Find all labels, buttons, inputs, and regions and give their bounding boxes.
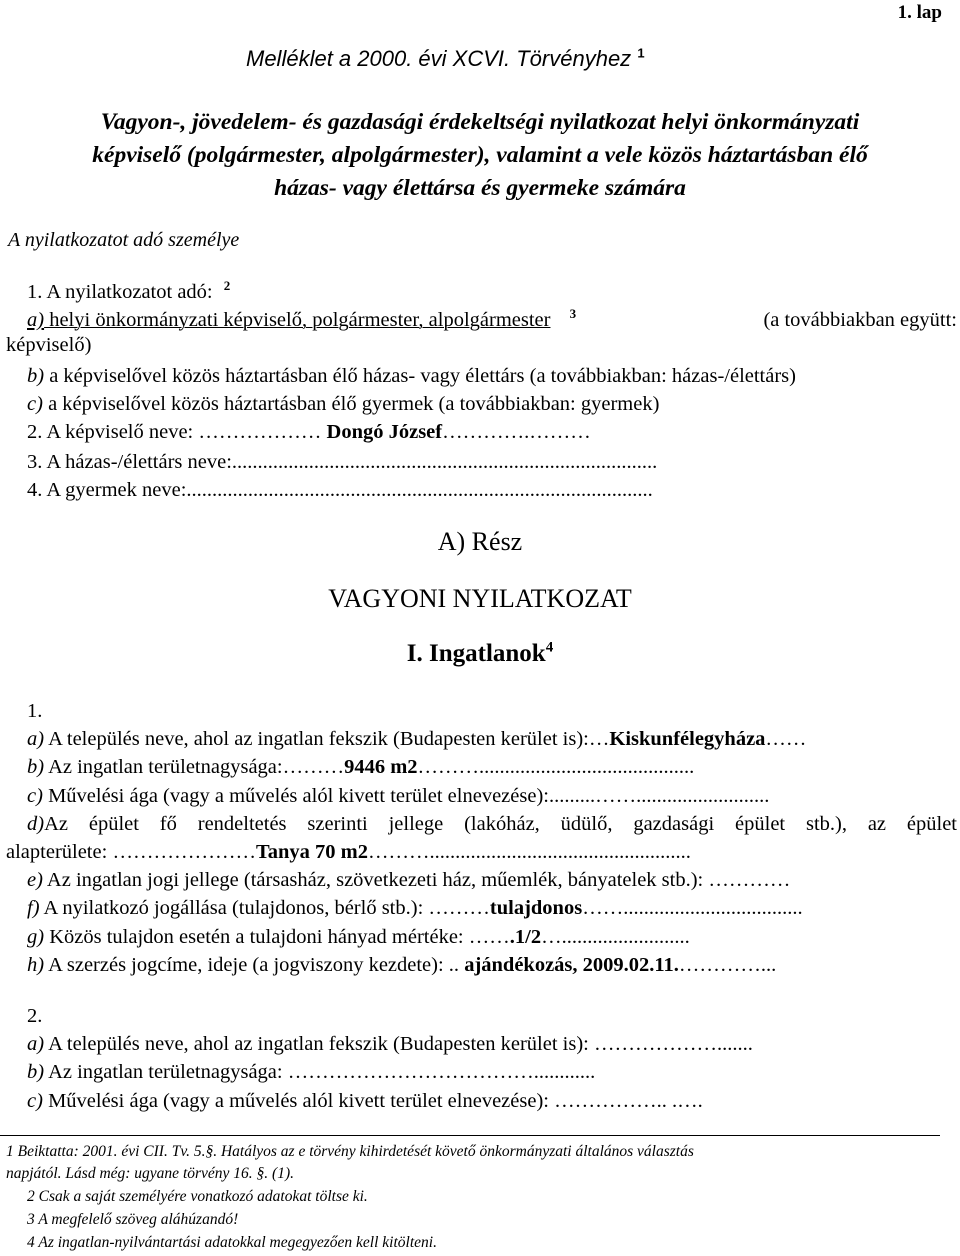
footnote-2: 2 Csak a saját személyére vonatkozó adatokat töltse ki. [27, 1188, 368, 1205]
property-2-cultivation [27, 1090, 703, 1114]
acquisition-value: ajándékozás, 2009.02.11. [464, 954, 679, 976]
label: Az ingatlan területnagysága: [44, 1061, 288, 1083]
dots: ………… [708, 869, 791, 891]
dots: ………................................................... [367, 841, 691, 863]
section-title-text: I. Ingatlanok [406, 640, 546, 667]
prefix: h) [27, 954, 45, 976]
property-1-ownership-share [27, 926, 690, 950]
dots: …………….. .…. [554, 1090, 703, 1112]
footnote-ref-1: 1 [637, 45, 645, 61]
property-1-legal-status [27, 897, 803, 921]
part-title: A) Rész [437, 527, 523, 556]
prefix: d) [27, 813, 45, 835]
declarant-option-a [27, 306, 957, 333]
option-b-prefix: b) [27, 365, 45, 387]
property-1-building-type [27, 813, 957, 837]
property-1-area [27, 756, 694, 780]
prefix: e) [27, 869, 43, 891]
attachment-header-text: Melléklet a 2000. évi XCVI. Törvényhez [246, 46, 632, 71]
option-c-prefix: c) [27, 393, 43, 415]
footnote-ref-4: 4 [545, 639, 554, 656]
property-1-settlement [27, 728, 806, 752]
prefix: a) [27, 728, 45, 750]
dots: .........…….......................... [548, 785, 770, 807]
option-a-prefix: a) [27, 309, 45, 331]
declarant-item-1-label: 1. A nyilatkozatot adó: [27, 281, 213, 303]
attachment-header [246, 46, 645, 71]
prefix: f) [27, 897, 40, 919]
property-2-area [27, 1061, 595, 1085]
representative-name-row [27, 421, 591, 445]
footnote-1-line-1: 1 Beiktatta: 2001. évi CII. Tv. 5.§. Hatályos az e törvény kihirdetését követő önkormányzati általános választás [6, 1143, 694, 1160]
declarant-option-c [27, 393, 659, 417]
prefix: b) [27, 756, 45, 778]
option-b-text: a képviselővel közös háztartásban élő házas- vagy élettárs (a továbbiakban: házas-/élettárs) [44, 365, 796, 387]
declarant-option-b [27, 365, 796, 389]
dots: ……………… [198, 421, 327, 443]
label: Az épület fő rendeltetés szerinti jellege (lakóház, üdülő, gazdasági épület stb.), az épület [44, 813, 957, 835]
spouse-name-row: 3. A házas-/élettárs neve:................................................................................... [27, 451, 658, 473]
dots: ………….……… [442, 421, 591, 443]
label: Az ingatlan jogi jellege (társasház, szövetkezeti ház, műemlék, bányatelek stb.): [42, 869, 709, 891]
footnote-ref-3: 3 [569, 306, 577, 322]
label: Közös tulajdon esetén a tulajdoni hányad mértéke: [44, 926, 469, 948]
footnote-separator [0, 1135, 940, 1136]
representative-name-label: 2. A képviselő neve: [27, 421, 199, 443]
option-c-text: a képviselővel közös háztartásban élő gyermek (a továbbiakban: gyermek) [42, 393, 660, 415]
declarant-section-label: A nyilatkozatot adó személye [8, 229, 240, 251]
child-name-row: 4. A gyermek neve:........................................................................................... [27, 479, 653, 501]
prefix: c) [27, 785, 43, 807]
floor-area-value: Tanya 70 m2 [255, 841, 368, 863]
declarant-item-1 [27, 278, 231, 305]
label: Művelési ága (vagy a művelés alól kivett terület elnevezése): [42, 1090, 555, 1112]
section-title [0, 640, 960, 669]
dots: …… [765, 728, 807, 750]
prefix: a) [27, 1033, 45, 1055]
prefix: c) [27, 1090, 43, 1112]
page-label: 1. lap [897, 2, 942, 23]
label: A település neve, ahol az ingatlan fekszik (Budapesten kerület is): [44, 728, 589, 750]
property-2-number: 2. [27, 1005, 43, 1027]
option-a-text: helyi önkormányzati képviselő, polgármester, alpolgármester [44, 309, 551, 331]
representative-name-value: Dongó József [326, 421, 443, 443]
property-2-settlement [27, 1033, 753, 1057]
footnote-4: 4 Az ingatlan-nyilvántartási adatokkal megegyezően kell kitölteni. [27, 1234, 437, 1251]
document-title-line-2: képviselő (polgármester, alpolgármester), valamint a vele közös háztartásban élő [92, 142, 868, 168]
dots: …......................... [541, 926, 690, 948]
footnote-1-line-2: napjától. Lásd még: ugyane törvény 16. §. (1). [6, 1165, 294, 1182]
area-value: 9446 m2 [344, 756, 418, 778]
label: A szerzés jogcíme, ideje (a jogviszony kezdete): .. [44, 954, 465, 976]
property-1-cultivation [27, 785, 769, 809]
label: A település neve, ahol az ingatlan fekszik (Budapesten kerület is): [44, 1033, 594, 1055]
dots: ………………....... [594, 1033, 753, 1055]
dots: ……… [428, 897, 490, 919]
dots: ……................................... [582, 897, 803, 919]
dots: ………………………………............ [287, 1061, 596, 1083]
prefix: b) [27, 1061, 45, 1083]
ownership-share-value: .1/2 [509, 926, 542, 948]
property-1-legal-nature [27, 869, 790, 893]
option-a-right: (a továbbiakban együtt: [763, 309, 957, 331]
dots: …… [468, 926, 510, 948]
dots: ………………… [112, 841, 256, 863]
settlement-value: Kiskunfélegyháza [609, 728, 766, 750]
label: Művelési ága (vagy a művelés alól kivett terület elnevezése): [42, 785, 549, 807]
label: A nyilatkozó jogállása (tulajdonos, bérlő stb.): [39, 897, 429, 919]
label: Az ingatlan területnagysága: [44, 756, 283, 778]
dots: ……….......................................... [417, 756, 695, 778]
prefix: g) [27, 926, 45, 948]
footnote-ref-2: 2 [223, 278, 231, 294]
document-title-line-3: házas- vagy élettársa és gyermeke számára [274, 175, 686, 201]
label: alapterülete: [6, 841, 113, 863]
dots: …………... [678, 954, 777, 976]
property-1-acquisition [27, 954, 776, 978]
property-1-floor-area [6, 841, 691, 865]
part-subtitle: VAGYONI NYILATKOZAT [328, 584, 632, 613]
footnote-3: 3 A megfelelő szöveg aláhúzandó! [27, 1211, 239, 1228]
document-title-line-1: Vagyon-, jövedelem- és gazdasági érdekeltségi nyilatkozat helyi önkormányzati [100, 109, 860, 135]
dots: … [588, 728, 610, 750]
option-a-continuation: képviselő) [6, 334, 92, 356]
dots: ……… [282, 756, 345, 778]
legal-status-value: tulajdonos [489, 897, 583, 919]
property-1-number: 1. [27, 700, 43, 722]
